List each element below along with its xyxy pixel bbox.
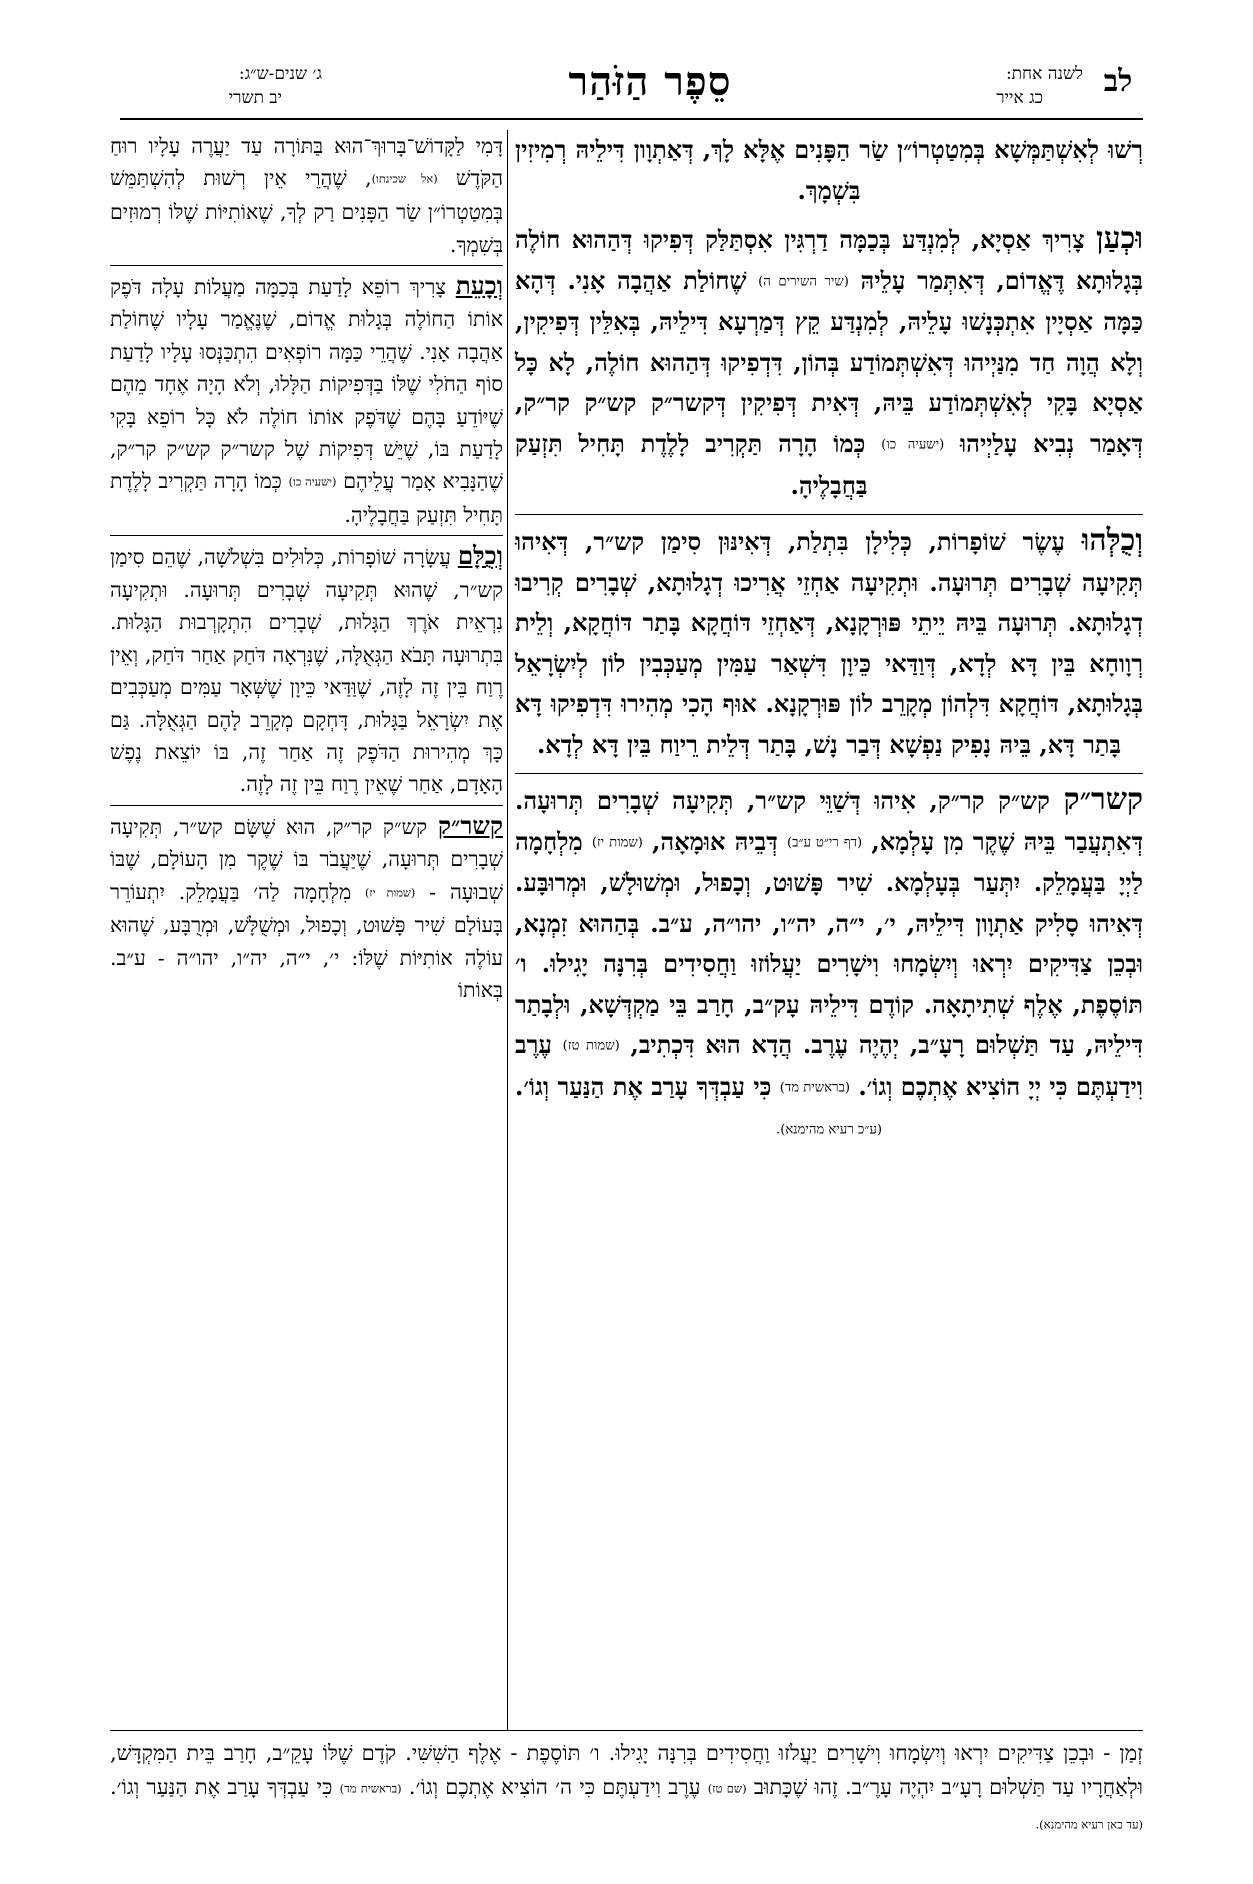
side-paragraph-3: [110, 540, 503, 800]
continuation-text: [110, 1736, 1143, 1841]
main-paragraph-3: [515, 521, 1143, 765]
source-reference: (שם טז): [707, 1781, 747, 1796]
source-reference: (שמות יז): [591, 834, 643, 850]
source-reference: (בראשית מד): [779, 1080, 850, 1096]
paragraph-divider: [515, 514, 1143, 515]
header-rule: [120, 118, 1143, 120]
schedule-label-three-years: ג׳ שנים-ש״ג:: [238, 64, 322, 84]
page-number: לב: [1103, 64, 1133, 99]
column-divider: [507, 130, 508, 1730]
bottom-text: כִּי עַבְדְּךָ עָרַב אֶת הַנַּעַר וְגוֹ׳.: [110, 1775, 340, 1799]
paragraph-divider: [515, 773, 1143, 774]
paragraph-opener: קשר״ק: [437, 810, 503, 840]
side-paragraph-1: [110, 130, 503, 261]
paragraph-opener: קשר״ק: [1063, 782, 1143, 817]
main-text: דְּבֵיהּ אוּמָאָה,: [642, 826, 787, 856]
main-text: קש״ק קר״ק, אִיהוּ דְּשַׁוֵּי קש״ר, תְּקִיעָה שְׁבָרִים תְּרוּעָה. דְּאִתְעֲבַר בֵּיהּ שֶׁקֶר מִן עָלְמָא,: [515, 786, 1144, 856]
main-paragraph-1: [515, 130, 1143, 211]
side-text: עֲשָׂרָה שׁוֹפָרוֹת, כְּלוּלִים בִּשְׁלֹשָׁה, שֶׁהֵם סִימַן קש״ר, שֶׁהוּא תְּקִיעָה שְׁבָרִים תְּרוּעָה. וּתְקִיעָה נִרְאֵית אֹרֶךְ הַגָּלוּת, שְׁבָרִים הִתְקָרְבוּת הַגָּלוּת. בִּתְרוּעָה תָּבֹא הַגְּאֻלָּה, שֶׁנִּרְאָה דֹּחַק אַחַר דֹּחַק, וְאֵין רֶוַח בֵּין זֶה לָזֶה, שֶׁוַּדַּאי כֵּיוָן שֶׁשְּׁאָר עַמִּים מְעַכְּבִים אֶת יִשְׂרָאֵל בַּגָּלוּת, דָּחְקָם מְקָרֵב לָהֶם הַגְּאֻלָּה. גַּם כָּךְ מְהִירוּת הַדֹּפֶק זֶה אַחַר זֶה, בּוֹ יוֹצֵאת נֶפֶשׁ הָאָדָם, אַחַר שֶׁאֵין רֶוַח בֵּין זֶה לָזֶה.: [110, 545, 503, 797]
side-paragraph-2: [110, 270, 503, 532]
source-reference: (שמות יז): [365, 885, 416, 899]
paragraph-opener: וּכְעַן: [1096, 221, 1143, 256]
main-paragraph-4: [515, 780, 1143, 1151]
paragraph-divider: [110, 265, 503, 266]
paragraph-divider: [110, 805, 503, 806]
header-study-schedule-three-years: [122, 62, 322, 110]
paragraph-opener: וְכָעֵת: [455, 270, 503, 300]
hebrew-translation-column: [110, 130, 503, 1010]
source-reference: (ישעיה כו): [881, 437, 945, 452]
schedule-date-one-year: כג אייר: [996, 88, 1043, 108]
source-reference: (ע״כ רעיא מהימנא).: [776, 1122, 882, 1137]
main-text: עֶרֶב וִידַעְתֶּם כִּי יְיָ הוֹצִיא אֶתְכֶם וְגוֹ׳.: [515, 1030, 1143, 1101]
source-reference: (דף רי״ט ע״ב): [786, 834, 863, 850]
header-study-schedule-year: [883, 62, 1083, 110]
paragraph-opener: וְכֻלָּם: [457, 541, 503, 571]
main-text: כְּמוֹ הָרָה תַּקְרִיב לָלֶדֶת תָּחִיל תִּזְעַק בַּחֲבָלֶיהָ.: [515, 428, 882, 500]
main-text: שֶׁחוֹלַת אַהֲבָה אָנִי. דְּהָא כַּמָּה אַסְיָין אִתְכְּנָשׁוּ עָלֵיהּ, לְמִנְדַּע קֵץ דְּמַרְעָא דִּילֵיהּ, בְּאִלֵּין דְּפִיקִין, וְלָא הֲוָה חַד מִנַּיְיהוּ דְּאִשְׁתְּמוֹדַע בְּהוֹן, דִּדְפִיקוּ דְּהַהוּא חוֹלֶה, לָא כָּל אַסְיָא בָּקִי לְאִשְׁתְּמוֹדַע בֵּיהּ, דְּאִית דְּפִיקִין דְּקשר״ק קש״ק קר״ק, דְּאָמַר נְבִיא עָלַיְיהוּ: [515, 265, 1143, 458]
main-text: עֶשֶׂר שׁוֹפָרוֹת, כְּלִילָן בִּתְלַת, דְּאִינּוּן סִימַן קש״ר, דְּאִיהוּ תְּקִיעָה שְׁבָרִים תְּרוּעָה. וּתְקִיעָה אַחְזֵי אֲרִיכוּ דְגָלוּתָא, שְׁבָרִים קְרִיבוּ דְגָלוּתָא. תְּרוּעָה בֵּיהּ יֵיתֵי פּוּרְקָנָא, דְּאַחְזֵי דּוֹחֲקָא בָּתַר דּוֹחֲקָא, וְלֵית רְוָוחָא בֵּין דָּא לְדָא, דְּוַדַּאי כֵּיוָן דִּשְׁאַר עַמִּין מְעַכְּבִין לוֹן לְיִשְׂרָאֵל בְּגָלוּתָא, דּוֹחֲקָא דִּלְהוֹן מְקָרֵב לוֹן פּוּרְקָנָא. אוּף הָכִי מְהִירוּ דִּדְפִיקוּ דָּא בָּתַר דָּא, בֵּיהּ נָפִיק נַפְשָׁא דְּבַר נָשׁ, בָּתַר דְּלֵית רֵיוַח בֵּין דָּא לְדָא.: [515, 527, 1143, 759]
source-reference: (ישעיה כו): [288, 475, 337, 489]
source-reference: (שיר השירים ה): [758, 273, 849, 289]
main-text: צָרִיךְ אַסְיָא, לְמִנְדַּע בְּכַמָּה דַרְגִּין אִסְתַּלַּק דְּפִיקוּ דְּהַהוּא חוֹלֶה בְּגָלוּתָא דֶּאֱדוֹם, דְּאִתְּמַר עָלֵיהּ: [515, 225, 1143, 295]
side-text: קש״ק קר״ק, הוּא שֶׁשָּׂם קש״ר, תְּקִיעָה שְׁבָרִים תְּרוּעָה, שֶׁיַּעֲבֹר בּוֹ שֶׁקֶר מִן הָעוֹלָם, שֶׁבּוֹ שְׁבוּעָה -: [110, 814, 504, 904]
side-text: צָרִיךְ רוֹפֵא לָדַעַת בְּכַמָּה מַעֲלוֹת עָלָה דֹּפֶק אוֹתוֹ הַחוֹלֶה בְּגָלוּת אֱדוֹם, שֶׁנֶּאֱמַר עָלָיו שֶׁחוֹלַת אַהֲבָה אָנִי. שֶׁהֲרֵי כַּמָּה רוֹפְאִים הִתְכַּנְּסוּ עָלָיו לָדַעַת סוֹף הַחֹלִי שֶׁלּוֹ בַּדְּפִיקוֹת הַלָּלוּ, וְלֹא הָיָה אֶחָד מֵהֶם שֶׁיּוֹדֵעַ בָּהֶם שֶׁדֹּפֶק אוֹתוֹ חוֹלֶה לֹא כָּל רוֹפֵא בָּקִי לָדַעַת בּוֹ, שֶׁיֵּשׁ דְּפִיקוֹת שֶׁל קשר״ק קש״ק קר״ק, שֶׁהַנָּבִיא אָמַר עֲלֵיהֶם: [110, 274, 503, 494]
main-text: כִּי עַבְדְּךָ עָרַב אֶת הַנַּעַר וְגוֹ׳.: [515, 1072, 780, 1101]
main-text: רְשׁוּ לְאִשְׁתַּמְּשָׁא בְּמִטַטְרוֹ״ן שַׂר הַפָּנִים אֶלָּא לָךְ, דְּאַתְוָון דִּילֵיהּ רְמִיזִין בִּשְׁמָךְ.: [515, 135, 1143, 205]
bottom-text: זְמַן - וּבְכֵן צַדִּיקִים יִרְאוּ וְיִשְׂמָחוּ וִישָׁרִים יַעֲלֹזוּ וַחֲסִידִים בְּרִנָּה יָגִילוּ. ו׳ תּוֹסֶפֶת - אֶלֶף הַשִּׁשִּׁי. קֹדֶם שֶׁלּוֹ עָקֵ״ב, חָרַב בֵּית הַמִּקְדָּשׁ, וּלְאַחֲרָיו עַד תַּשְׁלוּם רָעָ״ב יִהְיֶה עָרֶ״ב. זֶהוּ שֶׁכָּתוּב: [110, 1741, 1143, 1799]
side-text: כְּמוֹ הָרָה תַּקְרִיב לָלֶדֶת תָּחִיל תִּזְעַק בַּחֲבָלֶיהָ.: [110, 469, 503, 528]
bottom-text: עֶרֶב וִידַעְתֶּם כִּי ה׳ הוֹצִיא אֶתְכֶם וְגוֹ׳.: [401, 1775, 708, 1799]
side-text: , שֶׁהֲרֵי אֵין רְשׁוּת לְהִשְׁתַּמֵּשׁ בְּמִטַטְרוֹ״ן שַׂר הַפָּנִים רַק לְךָ, שֶׁאוֹתִיּוֹת שֶׁלּוֹ רְמוּזִים בְּשִׁמְךָ.: [110, 166, 503, 257]
side-text: מִלְחָמָה לַה׳ בַּעֲמָלֵק. יִתְעוֹרֵר בָּעוֹלָם שִׁיר פָּשׁוּט, וְכָפוּל, וּמְשֻׁלָּשׁ, וּמְרֻבָּע, שֶׁהוּא עוֹלֶה אוֹתִיּוֹת שֶׁלּוֹ: י׳, י״ה, יה״ו, יהו״ה - ע״ב. בְּאוֹתוֹ: [110, 879, 503, 1003]
source-reference: (בראשית מד): [339, 1781, 402, 1796]
source-reference: (שמות טז): [562, 1038, 620, 1054]
bottom-divider: [110, 1730, 1143, 1731]
side-paragraph-4: [110, 810, 503, 1007]
schedule-date-three-years: יב תשרי: [228, 88, 282, 108]
book-title: סֵפֶר הַזֹּהַר: [568, 58, 732, 105]
aramaic-main-column: [515, 130, 1143, 1159]
source-reference: (אל שכינתו): [371, 172, 438, 186]
paragraph-opener: וְכֻלְּהוּ: [1081, 523, 1143, 558]
paragraph-divider: [110, 535, 503, 536]
side-text: דָּמִי לַקָּדוֹשׁ־בָּרוּךְ־הוּא בַּתּוֹרָה עַד יַעֲרֶה עָלָיו רוּחַ הַקֹּדֶשׁ: [110, 134, 503, 191]
main-paragraph-2: [515, 219, 1143, 506]
main-text: מִלְחָמָה לַיְיָ בַּעֲמָלֵק. יִתְּעַר בְּעָלְמָא. שִׁיר פָּשׁוּט, וְכָפוּל, וּמְשׁוּלָשׁ, וּמְרוּבָּע. דְּאִיהוּ סָלִיק אַתְוָון דִּילֵיהּ, י׳, י״ה, יה״ו, יהו״ה, ע״ב. בְּהַהוּא זִמְנָא, וּבְכֵן צַדִּיקִים יִרְאוּ וְיִשְׂמָחוּ וִישָׁרִים יַעֲלוֹזוּ וַחֲסִידִים בְּרִנָּה יָגִילוּ. ו׳ תּוֹסֶפֶת, אֶלֶף שְׁתִיתָאָה. קוֹדֶם דִּילֵיהּ עָק״ב, חָרַב בֵּי מַקְדְּשָׁא, וּלְבָתַר דִּילֵיהּ, עַד תַּשְׁלוּם רָעָ״ב, יְהֶיֶה עֶרֶב. הֲדָא הוּא דִּכְתִיב,: [515, 826, 1144, 1060]
source-reference: (עד כאן רעיא מהימנא).: [1035, 1817, 1143, 1831]
schedule-label-one-year: לשנה אחת:: [1005, 64, 1083, 84]
